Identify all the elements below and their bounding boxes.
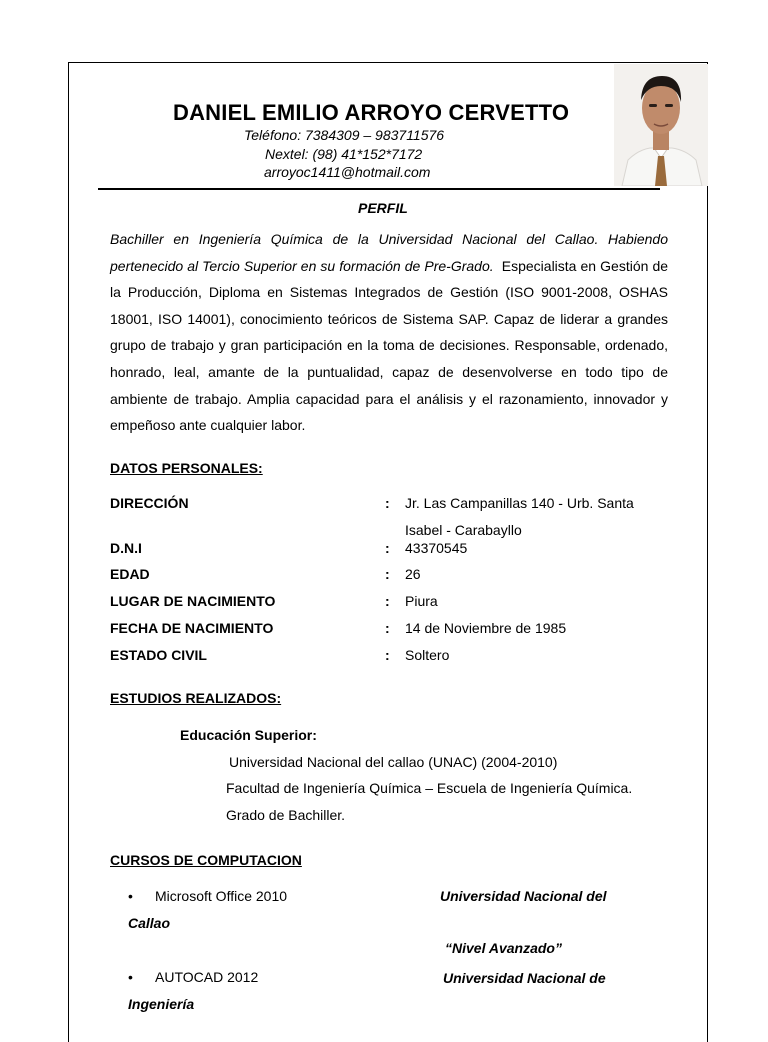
perfil-paragraph [110, 226, 668, 439]
nextel-line: Nextel: (98) 41*152*7172 [265, 146, 423, 162]
colon: : [385, 647, 390, 663]
email-line: arroyoc1411@hotmail.com [264, 164, 431, 180]
estudios-universidad: Universidad Nacional del callao (UNAC) (2004-2010) [229, 754, 558, 770]
value-dni: 43370545 [405, 540, 468, 556]
colon: : [385, 566, 390, 582]
colon: : [385, 540, 390, 556]
bullet-icon: • [128, 888, 133, 904]
label-fecha-nacimiento: FECHA DE NACIMIENTO [110, 620, 274, 636]
course-autocad-institution: Universidad Nacional de [443, 970, 606, 986]
cursos-title: CURSOS DE COMPUTACION [110, 852, 302, 868]
label-lugar-nacimiento: LUGAR DE NACIMIENTO [110, 593, 276, 609]
estudios-grado: Grado de Bachiller. [226, 807, 346, 823]
datos-personales-title: DATOS PERSONALES: [110, 460, 263, 476]
course-office-institution-cont: Callao [128, 915, 171, 931]
value-direccion-cont: Isabel - Carabayllo [405, 522, 522, 538]
value-direccion: Jr. Las Campanillas 140 - Urb. Santa [405, 495, 634, 511]
course-autocad-institution-cont: Ingeniería [128, 996, 195, 1012]
label-estado-civil: ESTADO CIVIL [110, 647, 207, 663]
bullet-icon: • [128, 969, 133, 985]
course-office-institution: Universidad Nacional del [440, 888, 607, 904]
colon: : [385, 495, 390, 511]
value-estado-civil: Soltero [405, 647, 450, 663]
header-divider [98, 188, 660, 190]
course-office: Microsoft Office 2010 [155, 888, 288, 904]
colon: : [385, 620, 390, 636]
label-dni: D.N.I [110, 540, 142, 556]
educacion-superior-subtitle: Educación Superior: [180, 727, 317, 743]
value-fecha-nacimiento: 14 de Noviembre de 1985 [405, 620, 567, 636]
value-lugar-nacimiento: Piura [405, 593, 438, 609]
course-office-level: “Nivel Avanzado” [445, 940, 562, 956]
course-autocad: AUTOCAD 2012 [155, 969, 259, 985]
candidate-name: DANIEL EMILIO ARROYO CERVETTO [173, 100, 570, 125]
label-direccion: DIRECCIÓN [110, 495, 189, 511]
colon: : [385, 593, 390, 609]
label-edad: EDAD [110, 566, 150, 582]
perfil-intro: Bachiller en Ingeniería Química de la Universidad Nacional del Callao. Habiendo pertenecido al Tercio Superior en su formación de Pre-Grado. [110, 231, 668, 274]
profile-photo [614, 64, 708, 186]
estudios-facultad: Facultad de Ingeniería Química – Escuela de Ingeniería Química. [226, 780, 633, 796]
value-edad: 26 [405, 566, 421, 582]
perfil-title: PERFIL [358, 200, 408, 216]
phone-line: Teléfono: 7384309 – 983711576 [244, 127, 445, 143]
perfil-body: Especialista en Gestión de la Producción, Diploma en Sistemas Integrados de Gestión (ISO 9001-2008, OSHAS 18001, ISO 14001), conocimiento teóricos de Sistema SAP. Capaz de liderar a grandes grupo de trabajo y gran participación en la toma de decisiones. Responsable, ordenado, honrado, leal, amante de la puntualidad, capaz de desenvolverse en todo tipo de ambiente de trabajo. Amplia capacidad para el análisis y el razonamiento, innovador y empeñoso ante cualquier labor. [110, 257, 669, 434]
estudios-title: ESTUDIOS REALIZADOS: [110, 690, 282, 706]
